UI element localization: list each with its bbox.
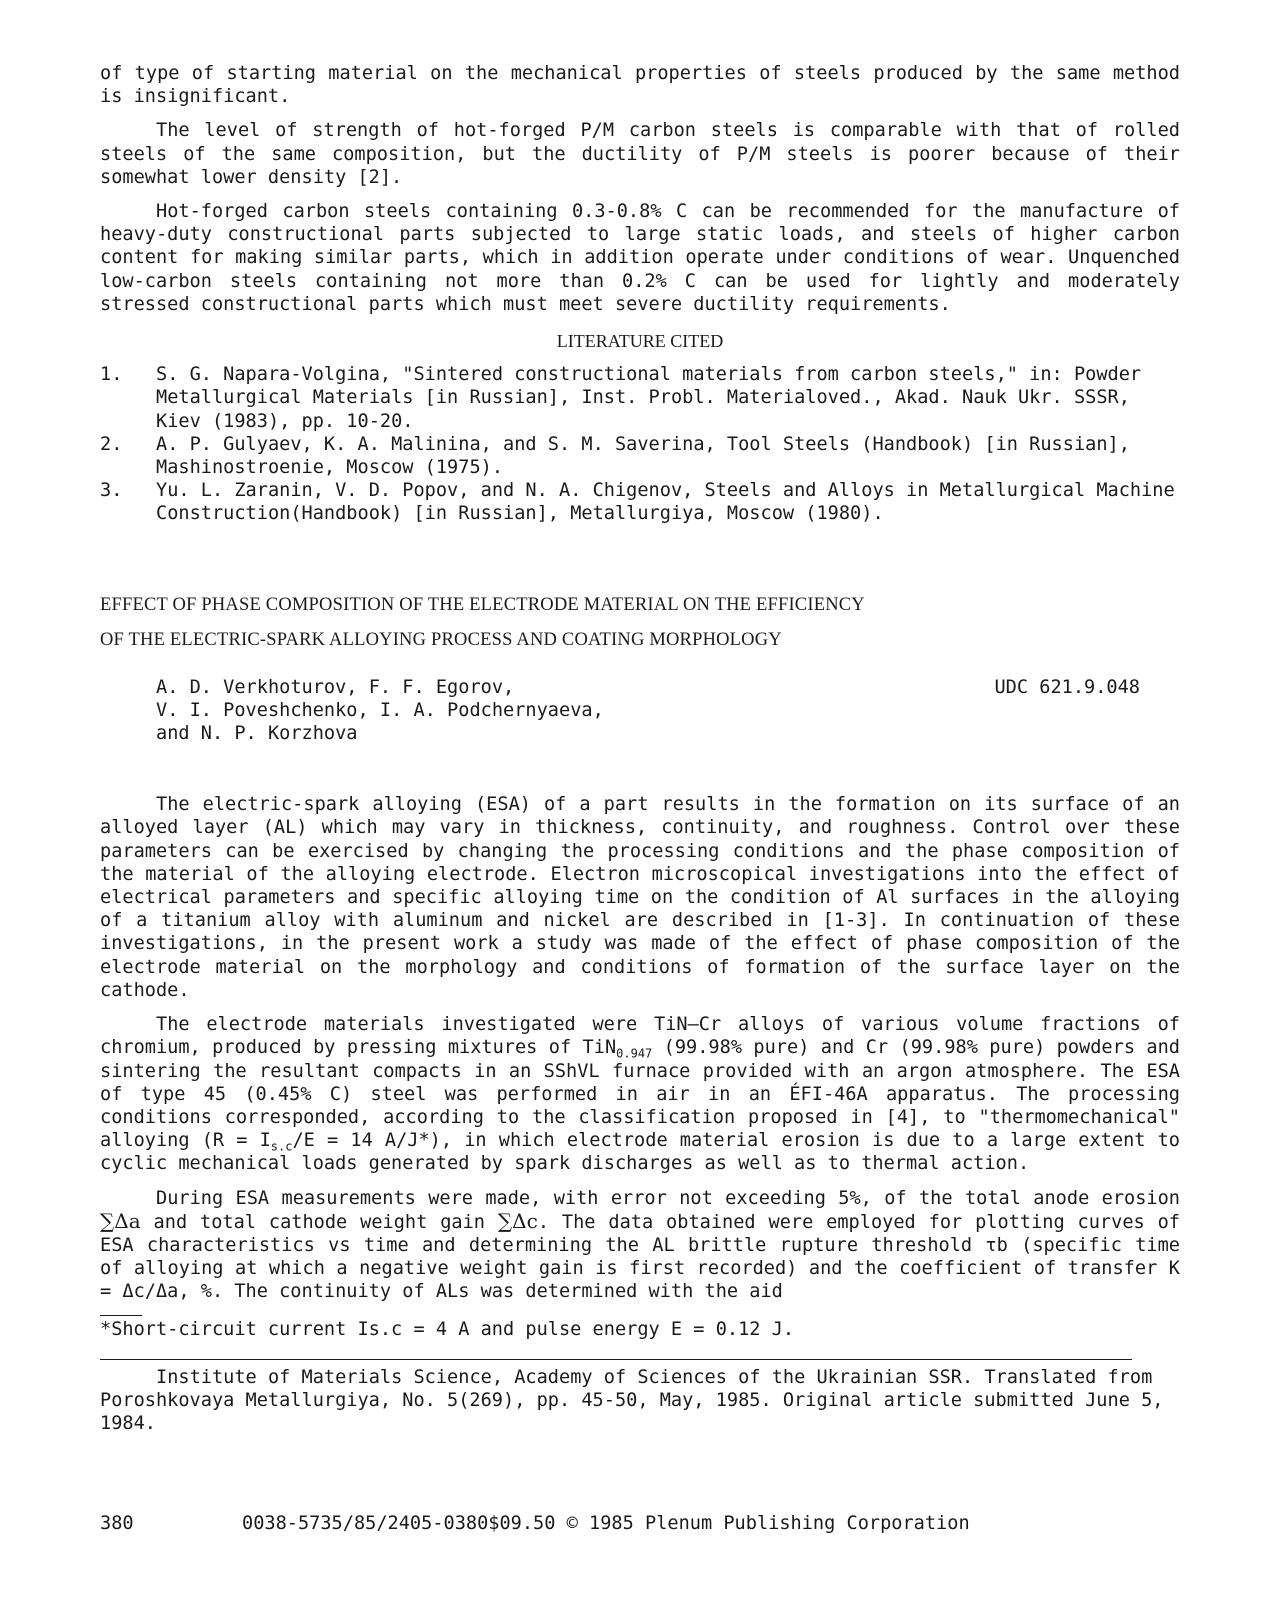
reference-text: A. P. Gulyaev, K. A. Malinina, and S. M. Saverina, Tool Steels (Handbook) [in Russian], Mashinostroenie, Moscow (1975). [156,433,1130,479]
body-paragraph: of type of starting material on the mechanical properties of steels produced by the same method is insignificant. [100,63,1180,108]
sum-cathode-gain: ∑Δc [497,1208,538,1233]
copyright-line: 0038-5735/85/2405-0380$09.50 © 1985 Plenum Publishing Corporation [242,1513,970,1534]
body-paragraph [100,1013,1180,1175]
reference-item [100,433,1180,479]
text-run: (99.98% pure) and Cr (99.98% pure) powders and sintering the resultant compacts in an SShVL furnace provided with an argon atmosphere. The ESA of type 45 (0.45% C) steel was performed in air in an ÉFI-46A apparatus. The processing conditions corresponded, according to the classification proposed in [4], to "thermomechanical" alloying (R = I [100,1037,1180,1152]
reference-item [100,479,1180,525]
page-number: 380 [100,1513,134,1534]
reference-number: 2. [100,433,123,455]
reference-number: 3. [100,480,123,502]
body-paragraph: The electric-spark alloying (ESA) of a part results in the formation on its surface of an alloyed layer (AL) which may vary in thickness, continuity, and roughness. Control over these parameters can be exercised by changing the processing conditions and the phase composition of the material of the alloying electrode. Electron microscopical investigations into the effect of electrical parameters and specific alloying time on the condition of Al surfaces in the alloying of a titanium alloy with aluminum and nickel are described in [1-3]. In continuation of these investigations, in the present work a study was made of the effect of phase composition of the electrode material on the morphology and conditions of formation of the surface layer on the cathode. [100,794,1180,1001]
article-title [100,588,1180,658]
reference-text: Yu. L. Zaranin, V. D. Popov, and N. A. Chigenov, Steels and Alloys in Metallurgical Machine Construction(Handbook) [in Russian], Metallurgiya, Moscow (1980). [156,480,1175,525]
subscript: s.c [270,1139,293,1154]
author-list [100,676,604,746]
text-run: During ESA measurements were made, with error not exceeding 5%, of the total anode erosion [156,1187,1180,1209]
udc-code: UDC 621.9.048 [994,676,1140,698]
footnote: *Short-circuit current Is.c = 4 A and pulse energy E = 0.12 J. [100,1318,795,1340]
authors-block [100,676,1180,746]
body-paragraph: Hot-forged carbon steels containing 0.3-0.8% C can be recommended for the manufacture of heavy-duty constructional parts subjected to large static loads, and steels of higher carbon content for making similar parts, which in addition operate under conditions of wear. Unquenched low-carbon steels containing not more than 0.2% C can be used for lightly and moderately stressed constructional parts which must meet severe ductility requirements. [100,201,1180,315]
reference-number: 1. [100,364,123,386]
page-content [100,62,1180,1435]
author-line: V. I. Poveshchenko, I. A. Podchernyaeva, [156,699,604,721]
sum-anode-erosion: ∑Δa [100,1208,141,1233]
article-title-line: OF THE ELECTRIC-SPARK ALLOYING PROCESS AND COATING MORPHOLOGY [100,629,782,650]
text-run: . The data obtained were employed for plotting curves of ESA characteristics vs time and determining the AL brittle rupture threshold τb (specific time of alloying at which a negative weight gain is first recorded) and the coefficient of transfer K = Δc/Δa, %. The continuity of ALs was determined with the aid [100,1211,1180,1303]
author-line: A. D. Verkhoturov, F. F. Egorov, [156,676,515,698]
reference-item [100,363,1180,433]
institute-note: Institute of Materials Science, Academy of Sciences of the Ukrainian SSR. Translated from Poroshkovaya Metallurgiya, No. 5(269), pp. 45-50, May, 1985. Original article submitted June 5, 1984. [100,1366,1164,1435]
body-paragraph [100,1187,1180,1304]
text-run: /E = 14 A/J*), in which electrode material erosion is due to a large extent to cyclic mechanical loads generated by spark discharges as well as to thermal action. [100,1130,1180,1175]
page-footer [100,1512,1100,1535]
reference-list [100,363,1180,525]
text-run: The electrode materials investigated were TiN–Cr alloys of various volume fractions of chromium, produced by pressing mixtures of TiN [100,1014,1180,1059]
reference-text: S. G. Napara-Volgina, "Sintered constructional materials from carbon steels," in: Powder Metallurgical Materials [in Russian], Inst. Probl. Materialoved., Akad. Nauk Ukr. SSSR, Kiev (1983), pp. 10-20. [156,364,1142,432]
author-line: and N. P. Korzhova [156,723,358,745]
article-title-line: EFFECT OF PHASE COMPOSITION OF THE ELECTRODE MATERIAL ON THE EFFICIENCY [100,594,865,615]
literature-heading: LITERATURE CITED [556,331,724,352]
body-paragraph: The level of strength of hot-forged P/M carbon steels is comparable with that of rolled steels of the same composition, but the ductility of P/M steels is poorer because of their somewhat lower density [2]. [100,120,1180,188]
footnote-divider [100,1315,142,1316]
text-run: and total cathode weight gain [140,1211,498,1233]
institute-divider [100,1359,1132,1360]
subscript: 0.947 [616,1047,653,1062]
